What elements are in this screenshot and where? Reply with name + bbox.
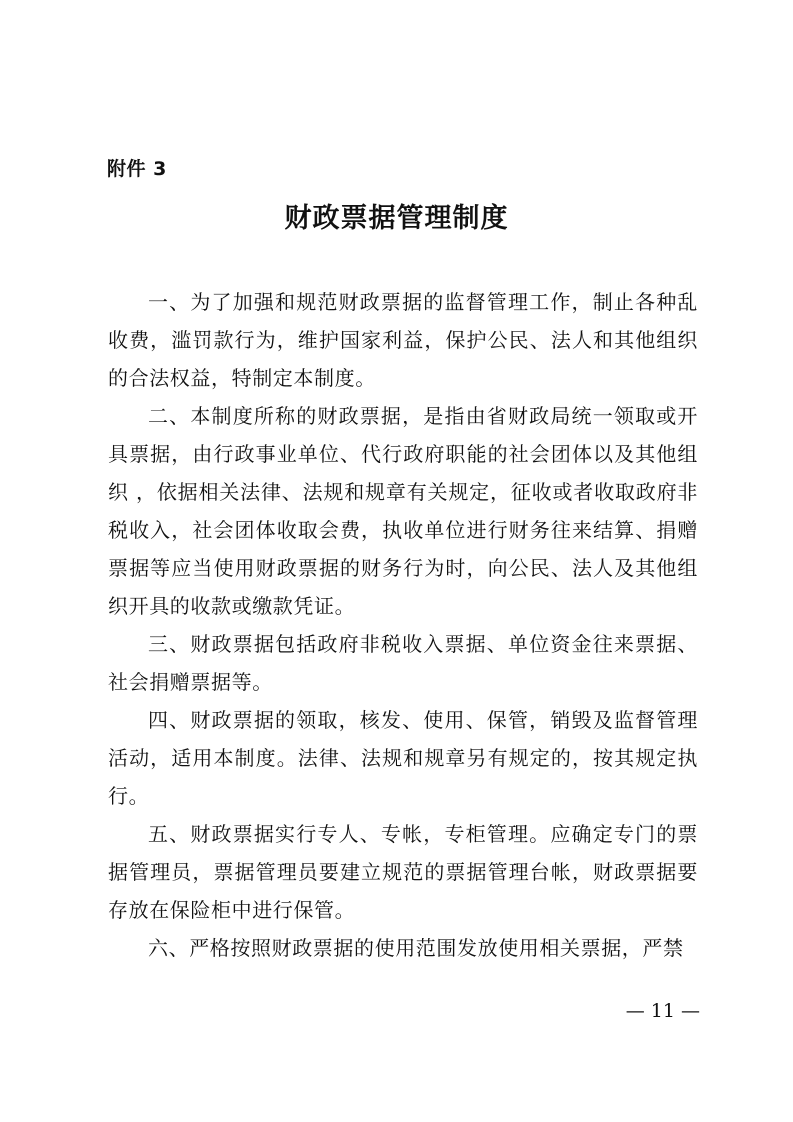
paragraph-4: 四、财政票据的领取，核发、使用、保管，销毁及监督管理活动，适用本制度。法律、法规和规章另有规定的，按其规定执行。 xyxy=(108,708,698,808)
paragraph-1: 一、为了加强和规范财政票据的监督管理工作，制止各种乱收费，滥罚款行为，维护国家利益，保护公民、法人和其他组织的合法权益，特制定本制度。 xyxy=(108,290,698,390)
document-body xyxy=(108,283,698,967)
attachment-label: 附件 3 xyxy=(107,158,167,180)
paragraph-3: 三、财政票据包括政府非税收入票据、单位资金往来票据、社会捐赠票据等。 xyxy=(108,632,698,694)
document-title: 财政票据管理制度 xyxy=(284,203,509,234)
paragraph-6: 六、严格按照财政票据的使用范围发放使用相关票据，严禁 xyxy=(148,936,684,960)
paragraph-2: 二、本制度所称的财政票据，是指由省财政局统一领取或开具票据，由行政事业单位、代行政府职能的社会团体以及其他组织 ，依据相关法律、法规和规章有关规定，征收或者收取政府非税收入，社会团体收取会费，执收单位进行财务往来结算、捐赠票据等应当使用财政票据的财务行为时，向公民、法人及其他组织开具的收款或缴款凭证。 xyxy=(108,404,698,618)
paragraph-5: 五、财政票据实行专人、专帐，专柜管理。应确定专门的票据管理员，票据管理员要建立规范的票据管理台帐，财政票据要存放在保险柜中进行保管。 xyxy=(108,822,698,922)
page-number: — 11 — xyxy=(625,1000,700,1022)
